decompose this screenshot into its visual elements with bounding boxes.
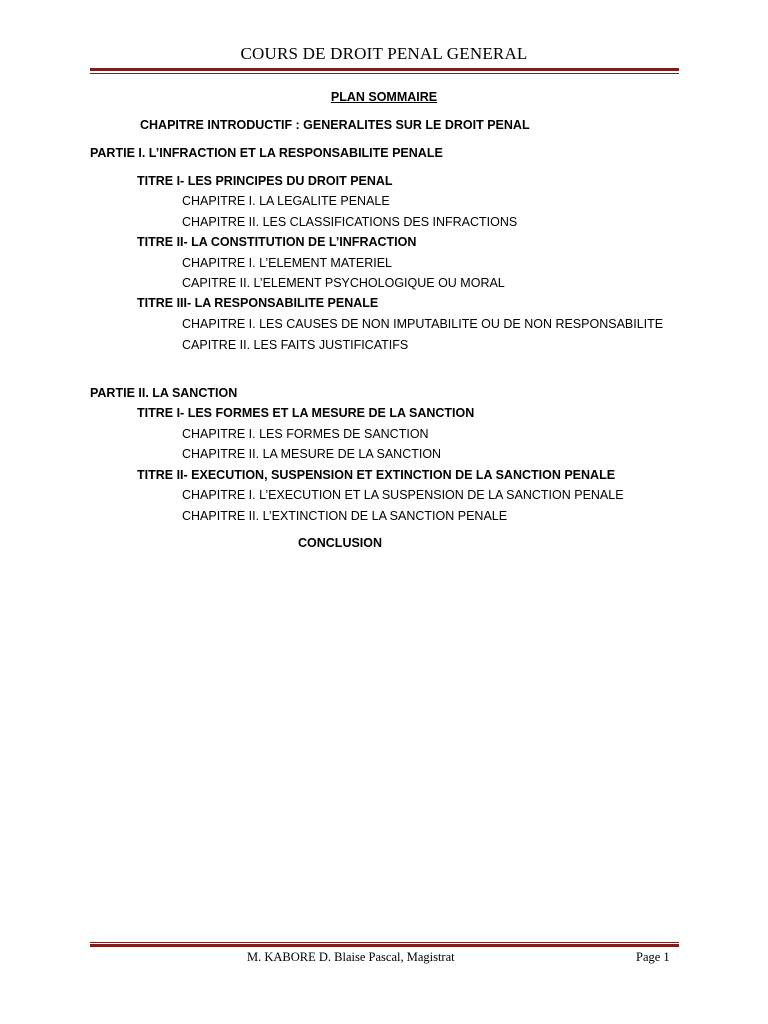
intro-chapter: CHAPITRE INTRODUCTIF : GENERALITES SUR LE DROIT PENAL: [140, 118, 530, 132]
chapter-item: CAPITRE II. L’ELEMENT PSYCHOLOGIQUE OU MORAL: [182, 276, 505, 290]
partie-1-titre-1: TITRE I- LES PRINCIPES DU DROIT PENAL: [137, 174, 393, 188]
conclusion: CONCLUSION: [298, 536, 383, 550]
partie-1-titre-2: TITRE II- LA CONSTITUTION DE L’INFRACTION: [137, 235, 417, 249]
partie-1-titre-3: TITRE III- LA RESPONSABILITE PENALE: [137, 296, 379, 310]
partie-1-title: PARTIE I. L’INFRACTION ET LA RESPONSABILITE PENALE: [90, 146, 443, 160]
partie-2-titre-1: TITRE I- LES FORMES ET LA MESURE DE LA SANCTION: [137, 406, 475, 420]
chapter-item: CAPITRE II. LES FAITS JUSTIFICATIFS: [182, 338, 409, 352]
chapter-item: CHAPITRE I. L’EXECUTION ET LA SUSPENSION DE LA SANCTION PENALE: [182, 488, 624, 502]
footer-rule-thin: [90, 942, 679, 943]
chapter-item: CHAPITRE I. LA LEGALITE PENALE: [182, 194, 390, 208]
partie-2-title: PARTIE II. LA SANCTION: [90, 386, 238, 400]
chapter-item: CHAPITRE II. LA MESURE DE LA SANCTION: [182, 447, 442, 461]
plan-title: PLAN SOMMAIRE: [330, 90, 438, 104]
footer-rule-thick: [90, 944, 679, 947]
chapter-item: CHAPITRE I. LES CAUSES DE NON IMPUTABILITE OU DE NON RESPONSABILITE: [182, 317, 664, 331]
chapter-item: CHAPITRE II. L’EXTINCTION DE LA SANCTION PENALE: [182, 509, 508, 523]
chapter-item: CHAPITRE II. LES CLASSIFICATIONS DES INFRACTIONS: [182, 215, 518, 229]
chapter-item: CHAPITRE I. L’ELEMENT MATERIEL: [182, 256, 393, 270]
page-number: Page 1: [636, 950, 670, 964]
footer-author: M. KABORE D. Blaise Pascal, Magistrat: [247, 950, 455, 964]
header-rule-thin: [90, 73, 679, 74]
document-title: COURS DE DROIT PENAL GENERAL: [240, 44, 528, 63]
partie-2-titre-2: TITRE II- EXECUTION, SUSPENSION ET EXTINCTION DE LA SANCTION PENALE: [137, 468, 616, 482]
chapter-item: CHAPITRE I. LES FORMES DE SANCTION: [182, 427, 429, 441]
header-rule-thick: [90, 68, 679, 71]
